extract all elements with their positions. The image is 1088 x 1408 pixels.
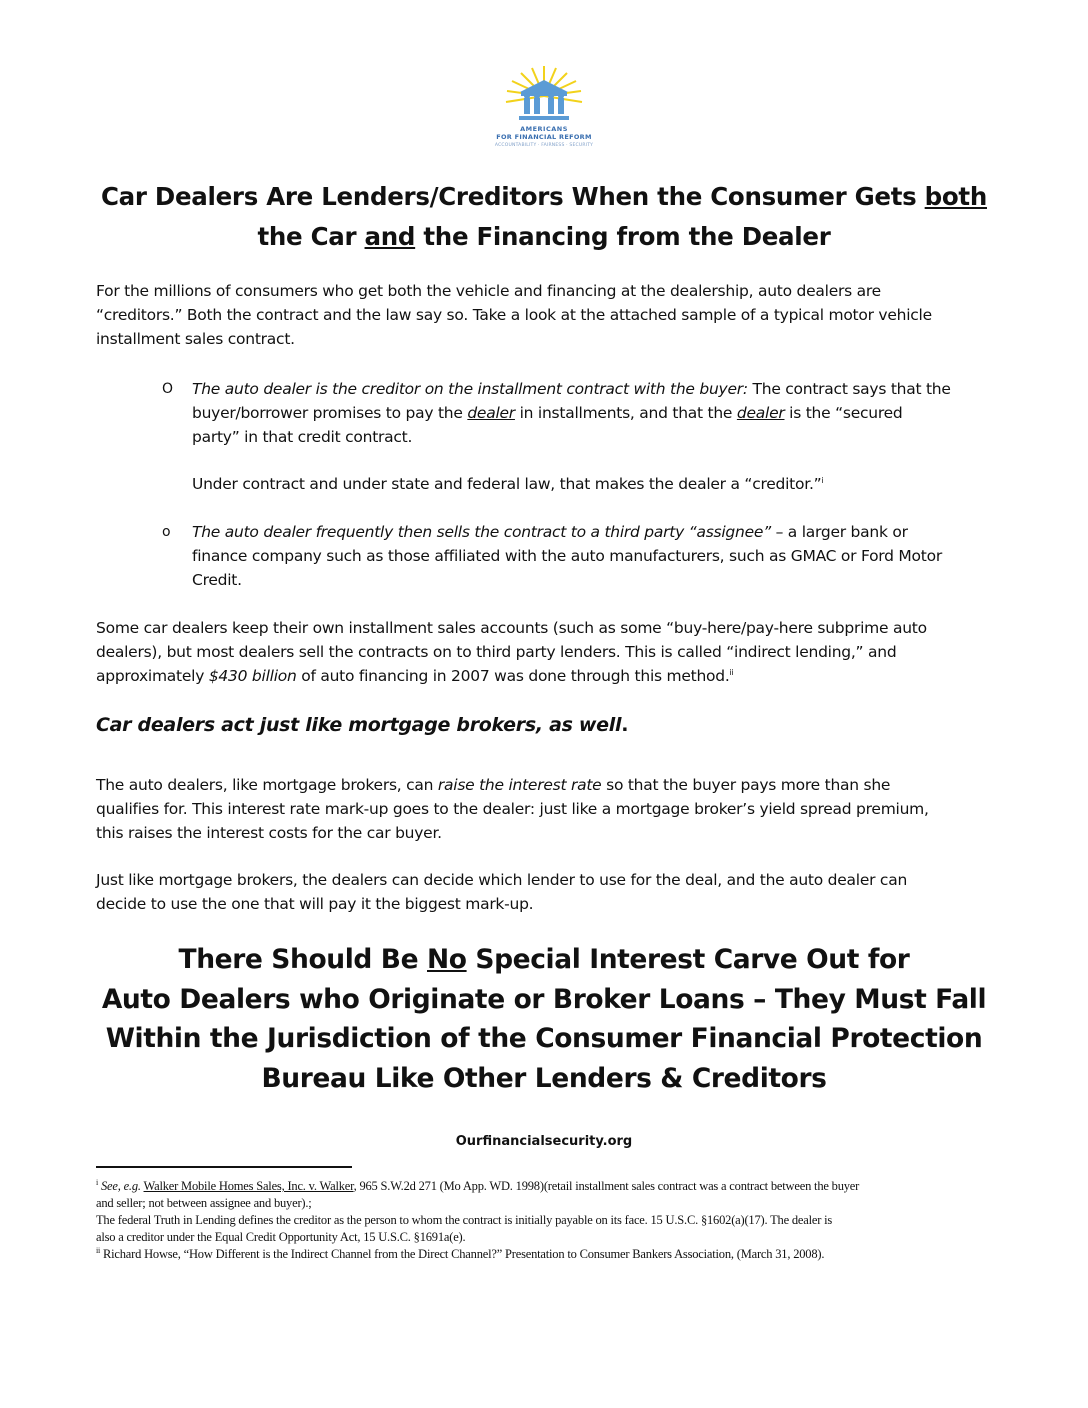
indirect-lending-paragraph: Some car dealers keep their own installment sales accounts (such as some “buy-here/pay-here subprime auto dealers), but most dealers sell the contracts on to third party lenders. This is called “indirect lending,” and approximately $430 billion of auto financing in 2007 was done through this method.$^{ii}$	[96, 619, 927, 685]
footnote-2: $^{ii}$ Richard Howse, “How Different is the Indirect Channel from the Direct Channel?” Presentation to Consumer Bankers Association, (March 31, 2008).	[96, 1245, 825, 1261]
footnote-divider	[96, 1166, 352, 1168]
bullet-marker: O	[162, 381, 174, 397]
callout-heading: There Should Be No Special Interest Carve Out for Auto Dealers who Originate or Broker Loans – They Must Fall Within the Jurisdiction of the Consumer Financial Protection Bureau Like Other Lenders & Creditors	[101, 944, 987, 1094]
bullet-marker: o	[162, 524, 171, 540]
section-subheading: Car dealers act just like mortgage brokers, as well.	[96, 714, 629, 736]
sun-building-icon	[494, 62, 594, 126]
bullet-dealer-creditor: The auto dealer is the creditor on the installment contract with the buyer: The contract says that the buyer/borrower promises to pay the dealer in installments, and that the dealer is the “secured party” in that credit contract.	[192, 380, 951, 446]
bullet-dealer-creditor-law: Under contract and under state and federal law, that makes the dealer a “creditor.”$^i$	[192, 475, 824, 493]
page-title-line-1: Car Dealers Are Lenders/Creditors When the Consumer Gets both	[101, 182, 987, 211]
lender-choice-paragraph: Just like mortgage brokers, the dealers can decide which lender to use for the deal, and the auto dealer can decide to use the one that will pay it the biggest mark-up.	[96, 871, 908, 913]
mortgage-brokers-paragraph: The auto dealers, like mortgage brokers, can raise the interest rate so that the buyer pays more than she qualifies for. This interest rate mark-up goes to the dealer: just like a mortgage broker’s yield spread premium, this raises the interest costs for the car buyer.	[96, 776, 929, 842]
website-link[interactable]: Ourfinancialsecurity.org	[455, 1134, 633, 1149]
bullet-dealer-sells-contract: The auto dealer frequently then sells the contract to a third party “assignee” – a larger bank or finance company such as those affiliated with the auto manufacturers, such as GMAC or Ford Motor Credit.	[192, 523, 942, 589]
afr-logo	[494, 62, 594, 156]
logo-tagline: ACCOUNTABILITY · FAIRNESS · SECURITY	[494, 143, 594, 148]
intro-paragraph: For the millions of consumers who get both the vehicle and financing at the dealership, auto dealers are “creditors.” Both the contract and the law say so. Take a look at the attached sample of a typical motor vehicle installment sales contract.	[96, 282, 932, 348]
logo-line-2: FOR FINANCIAL REFORM	[496, 133, 592, 141]
logo-line-1: AMERICANS	[520, 125, 568, 133]
footnote-1: $^i$ See, e.g. Walker Mobile Homes Sales, Inc. v. Walker, 965 S.W.2d 271 (Mo App. WD. 1998)(retail installment sales contract was a contract between the buyer and seller; not between assignee and buyer).; The federal Truth in Lending defines the creditor as the person to whom the contract is initially payable on its face. 15 U.S.C. §1602(a)(17). The dealer is also a creditor under the Equal Credit Opportunity Act, 15 U.S.C. §1691a(e).	[96, 1177, 860, 1244]
page-title-line-2: the Car and the Financing from the Dealer	[257, 222, 831, 251]
